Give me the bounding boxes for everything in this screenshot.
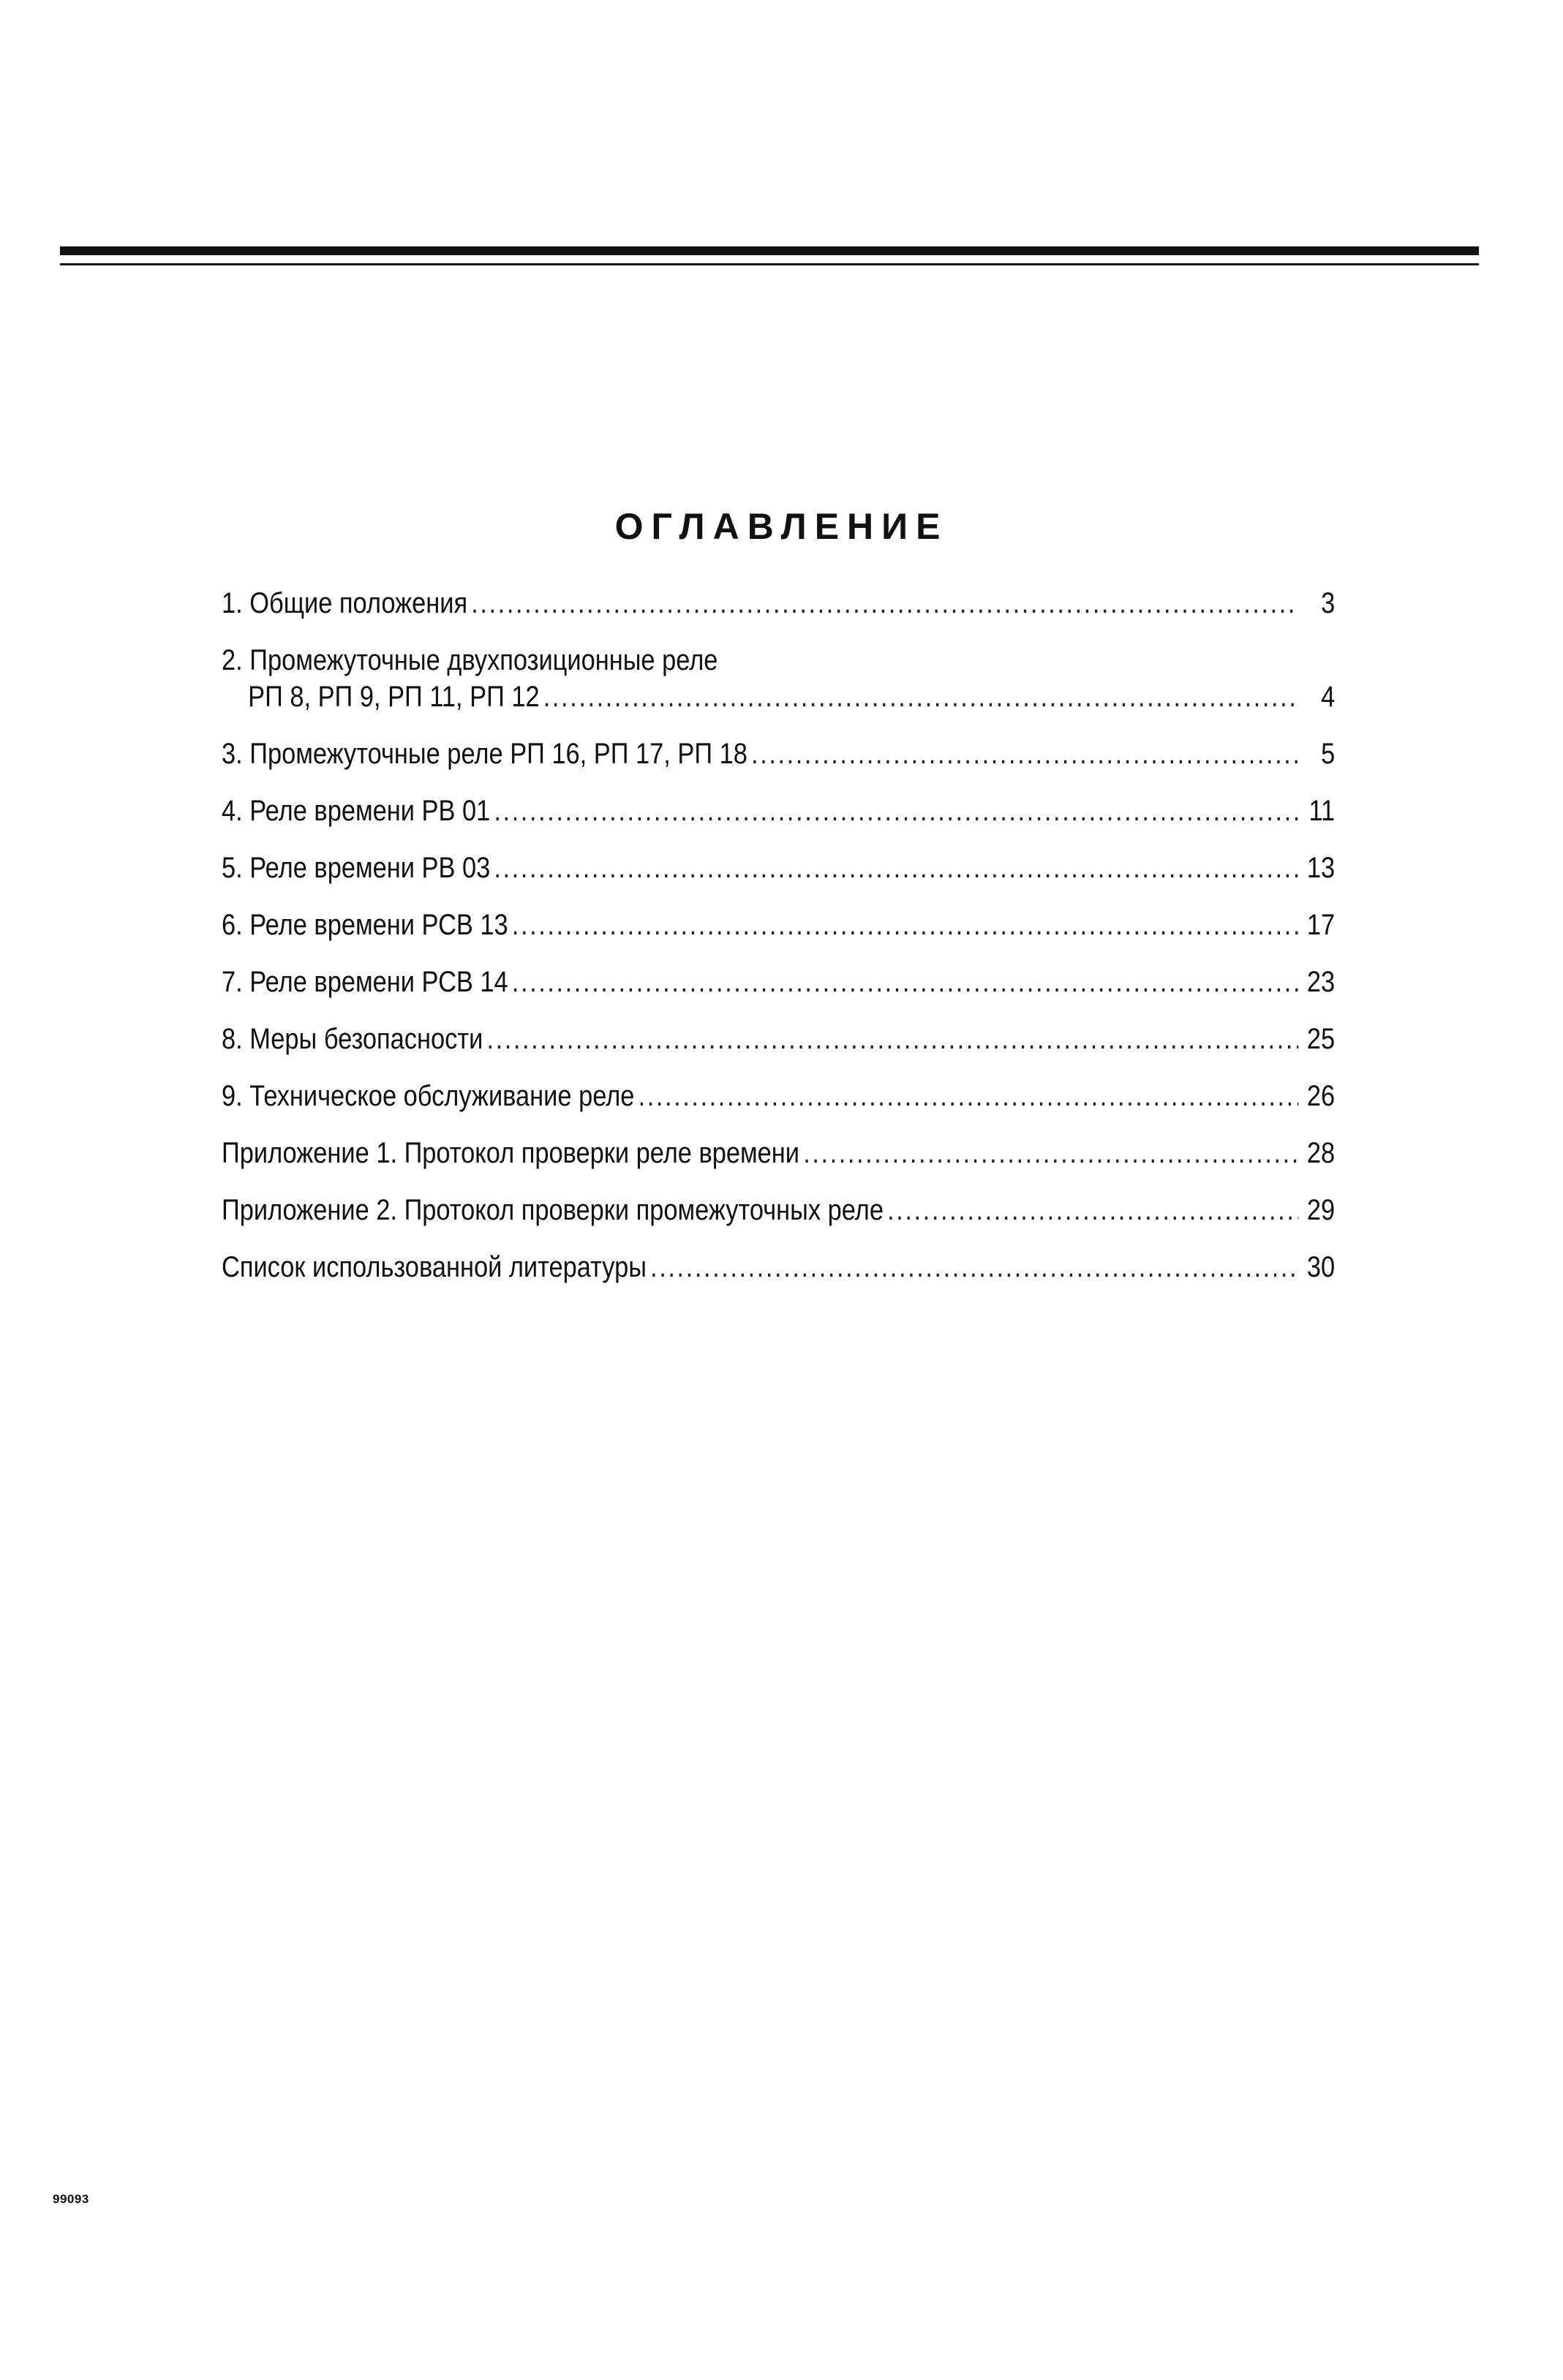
toc-entry-title: Список использованной литературы [222,1251,647,1283]
toc-entry-title: Приложение 1. Протокол проверки реле времени [222,1137,800,1169]
toc-entry-title: 2. Промежуточные двухпозиционные реле [222,644,718,676]
toc-entry-page: 4 [1321,681,1336,713]
toc-entry-line [222,1021,1335,1057]
dot-leader [512,964,1298,1000]
toc-entry [222,793,1335,829]
toc-entry-page: 29 [1306,1194,1336,1226]
toc-entry-line [222,964,1335,1000]
page-title: ОГЛАВЛЕНИЕ [614,506,949,547]
toc-entry [222,1021,1335,1057]
toc-entry-page: 13 [1306,852,1336,884]
toc-entry-page: 17 [1306,909,1336,941]
toc-entry [222,642,1335,715]
dot-leader [494,850,1298,886]
toc-entry-title: 1. Общие положения [222,587,468,619]
toc-entry [222,1078,1335,1114]
dot-leader [512,907,1298,943]
toc-entry-line [222,850,1335,886]
dot-leader [471,585,1298,622]
toc-entry-page: 30 [1306,1251,1336,1283]
document-code: 99093 [53,2192,89,2206]
toc-entry-page: 5 [1321,738,1336,770]
toc-entry-page: 3 [1321,587,1336,619]
dot-leader [751,736,1298,772]
dot-leader [543,679,1299,715]
dot-leader [887,1192,1298,1228]
toc-entry [222,907,1335,943]
toc-entry-page: 25 [1306,1023,1336,1055]
toc-entry-title: 9. Техническое обслуживание реле [222,1080,635,1112]
toc-entry [222,1135,1335,1171]
dot-leader [486,1021,1298,1057]
toc-entry-line [222,736,1335,772]
toc-entry-title: 4. Реле времени РВ 01 [222,795,491,827]
toc-entry-title: 6. Реле времени РСВ 13 [222,909,508,941]
toc-entry-line [222,793,1335,829]
toc-entry-line [222,585,1335,622]
toc-entry-line [222,907,1335,943]
toc-entry-line [222,1192,1335,1228]
toc-entry-subtitle: РП 8, РП 9, РП 11, РП 12 [248,681,540,713]
toc-entry-title: Приложение 2. Протокол проверки промежуточных реле [222,1194,884,1226]
toc-entry [222,1192,1335,1228]
dot-leader [494,793,1298,829]
header-rule-thin [60,263,1479,265]
toc-entry-page: 11 [1308,795,1336,827]
toc-entry [222,1249,1335,1285]
toc-entry [222,585,1335,622]
dot-leader [803,1135,1298,1171]
header-rule-thick [60,246,1479,255]
toc-entry-title: 7. Реле времени РСВ 14 [222,966,508,998]
toc-entry-line [222,1078,1335,1114]
toc-entry-title: 8. Меры безопасности [222,1023,483,1055]
dot-leader [650,1249,1298,1285]
toc-entry-line [222,679,1335,715]
toc-entry-page: 23 [1306,966,1336,998]
dot-leader [639,1078,1299,1114]
toc-entry-line [222,1249,1335,1285]
toc-entry-page: 26 [1306,1080,1336,1112]
toc-entry-title: 3. Промежуточные реле РП 16, РП 17, РП 18 [222,738,747,770]
toc-entry-line [222,1135,1335,1171]
table-of-contents [222,585,1335,1285]
toc-entry [222,964,1335,1000]
toc-entry [222,850,1335,886]
toc-entry-title: 5. Реле времени РВ 03 [222,852,491,884]
toc-entry-page: 28 [1306,1137,1336,1169]
toc-entry [222,736,1335,772]
